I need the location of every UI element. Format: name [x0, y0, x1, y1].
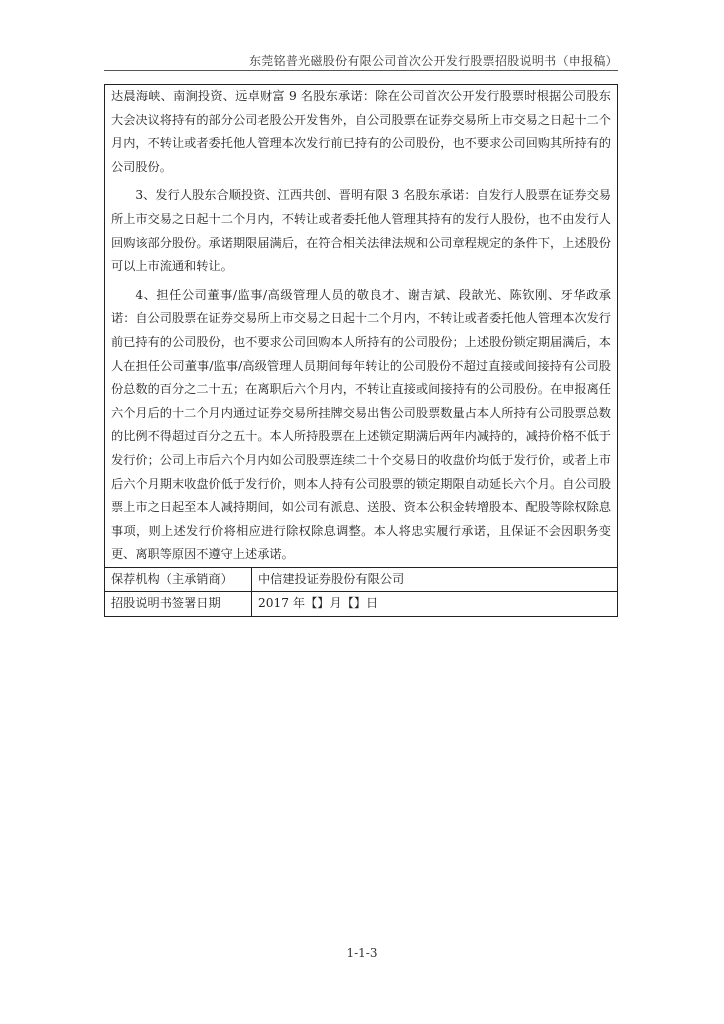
sponsor-value: 中信建投证券股份有限公司 [252, 567, 618, 592]
commitment-paragraph-3: 3、发行人股东合顺投资、江西共创、晋明有限 3 名股东承诺：自发行人股票在证券交易所上市交易之日起十二个月内，不转让或者委托他人管理其持有的发行人股份，也不由发行人回购该部分股份。承诺期限届满后，在符合相关法律法规和公司章程规定的条件下，上述股份可以上市流通和转让。 [111, 188, 611, 274]
page-number: 1-1-3 [346, 946, 378, 960]
commitment-paragraph-4: 4、担任公司董事/监事/高级管理人员的敬良才、谢吉斌、段歆光、陈钦刚、牙华政承诺：自公司股票在证券交易所上市交易之日起十二个月内，不转让或者委托他人管理本次发行前已持有的公司股份，也不要求公司回购本人所持有的公司股份；上述股份锁定期届满后，本人在担任公司董事/监事/高级管理人员期间每年转让的公司股份不超过直接或间接持有公司股份总数的百分之二十五；在离职后六个月内，不转让直接或间接持有的公司股份。在申报离任六个月后的十二个月内通过证券交易所挂牌交易出售公司股票数量占本人所持有公司股票总数的比例不得超过百分之五十。本人所持股票在上述锁定期满后两年内减持的，减持价格不低于发行价；公司上市后六个月内如公司股票连续二十个交易日的收盘价均低于发行价，或者上市后六个月期末收盘价低于发行价，则本人持有公司股票的锁定期限自动延长六个月。自公司股票上市之日起至本人减持期间，如公司有派息、送股、资本公积金转增股本、配股等除权除息事项，则上述发行价将相应进行除权除息调整。本人将忠实履行承诺，且保证不会因职务变更、离职等原因不遵守上述承诺。 [111, 287, 611, 562]
sign-date-label: 招股说明书签署日期 [105, 592, 252, 617]
commitments-cell [105, 85, 618, 568]
prospectus-cover-table [104, 84, 618, 617]
sponsor-label: 保荐机构（主承销商） [105, 567, 252, 592]
document-header: 东莞铭普光磁股份有限公司首次公开发行股票招股说明书（申报稿） [248, 54, 618, 68]
info-row-sign-date [105, 592, 618, 617]
sign-date-value: 2017 年【】月【】日 [252, 592, 618, 617]
commitments-row [105, 85, 618, 568]
header-divider [104, 70, 618, 71]
commitment-paragraph-continued: 达晨海峡、南涧投资、远卓财富 9 名股东承诺：除在公司首次公开发行股票时根据公司股东大会决议将持有的部分公司老股公开发售外，自公司股票在证券交易所上市交易之日起十二个月内，不转让或者委托他人管理本次发行前已持有的公司股份，也不要求公司回购其所持有的公司股份。 [111, 89, 611, 174]
info-row-sponsor [105, 567, 618, 592]
